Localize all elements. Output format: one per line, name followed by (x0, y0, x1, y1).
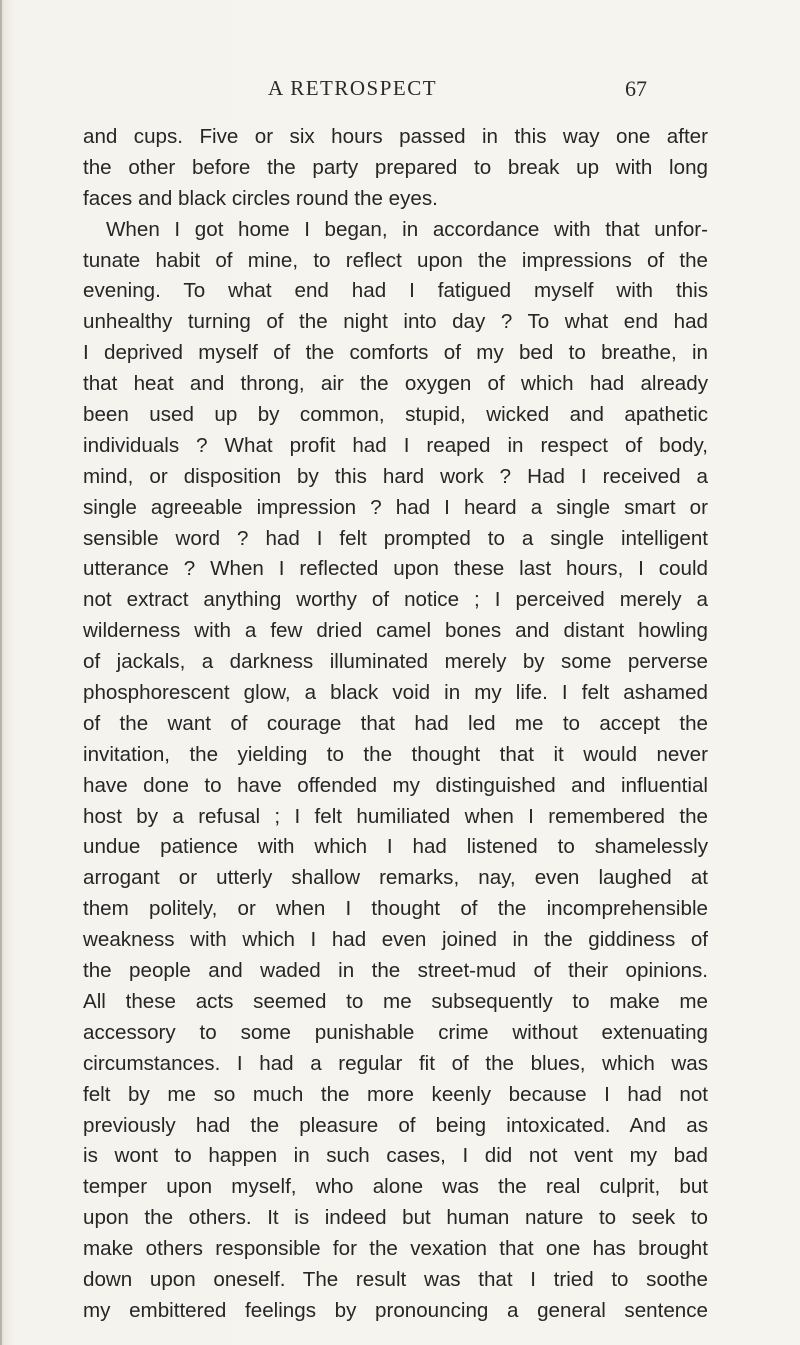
text-line: faces and black circles round the eyes. (83, 186, 438, 210)
page-gutter-edge (0, 0, 2, 1345)
text-line: the other before the party prepared to break up with long (83, 155, 708, 179)
text-line: single agreeable impression ? had I heard a single smart or (83, 495, 708, 519)
text-line: and cups. Five or six hours passed in this way one after (83, 125, 708, 148)
text-line: When I got home I began, in accordance with that unfor- (106, 217, 708, 241)
text-line: weakness with which I had even joined in the giddiness of (83, 928, 708, 952)
text-line: accessory to some punishable crime without extenuating (83, 1020, 708, 1044)
text-line: evening. To what end had I fatigued myself with this (83, 279, 708, 303)
text-line: is wont to happen in such cases, I did not vent my bad (83, 1144, 708, 1168)
text-line: them politely, or when I thought of the incomprehensible (83, 897, 708, 921)
body-text (83, 122, 708, 1327)
text-line: phosphorescent glow, a black void in my life. I felt ashamed (83, 681, 708, 705)
text-line: of jackals, a darkness illuminated merely by some perverse (83, 650, 708, 674)
text-line: arrogant or utterly shallow remarks, nay, even laughed at (83, 866, 708, 890)
text-line: felt by me so much the more keenly because I had not (83, 1082, 708, 1106)
text-line: my embittered feelings by pronouncing a general sentence (83, 1298, 708, 1322)
text-line: I deprived myself of the comforts of my bed to breathe, in (83, 341, 708, 365)
text-line: utterance ? When I reflected upon these last hours, I could (83, 557, 708, 581)
text-line: individuals ? What profit had I reaped in respect of body, (83, 433, 708, 457)
text-line: wilderness with a few dried camel bones and distant howling (83, 619, 708, 643)
text-line: undue patience with which I had listened to shamelessly (83, 835, 708, 859)
text-line: sensible word ? had I felt prompted to a single intelligent (83, 526, 708, 550)
text-line: mind, or disposition by this hard work ? Had I received a (83, 464, 708, 488)
running-head-title: A RETROSPECT (267, 76, 438, 100)
text-line: invitation, the yielding to the thought that it would never (83, 742, 708, 766)
text-line: unhealthy turning of the night into day ? To what end had (83, 310, 708, 334)
text-line: down upon oneself. The result was that I tried to soothe (83, 1267, 708, 1291)
text-line: have done to have offended my distinguished and influential (83, 773, 708, 797)
text-line: that heat and throng, air the oxygen of which had already (83, 372, 708, 396)
text-line: tunate habit of mine, to reflect upon the impressions of the (83, 248, 708, 272)
text-line: make others responsible for the vexation that one has brought (83, 1237, 708, 1261)
text-line: upon the others. It is indeed but human nature to seek to (83, 1206, 708, 1230)
text-line: previously had the pleasure of being intoxicated. And as (83, 1113, 708, 1137)
text-line: circumstances. I had a regular fit of the blues, which was (83, 1051, 708, 1075)
text-line: not extract anything worthy of notice ; I perceived merely a (83, 588, 708, 612)
text-line: the people and waded in the street-mud of their opinions. (83, 959, 708, 983)
text-line: host by a refusal ; I felt humiliated when I remembered the (83, 804, 708, 828)
running-head (0, 76, 800, 106)
page-number: 67 (625, 76, 647, 101)
text-line: of the want of courage that had led me to accept the (83, 711, 708, 735)
text-line: All these acts seemed to me subsequently to make me (83, 989, 708, 1013)
text-line: temper upon myself, who alone was the real culprit, but (83, 1175, 708, 1199)
text-line: been used up by common, stupid, wicked and apathetic (83, 403, 708, 427)
